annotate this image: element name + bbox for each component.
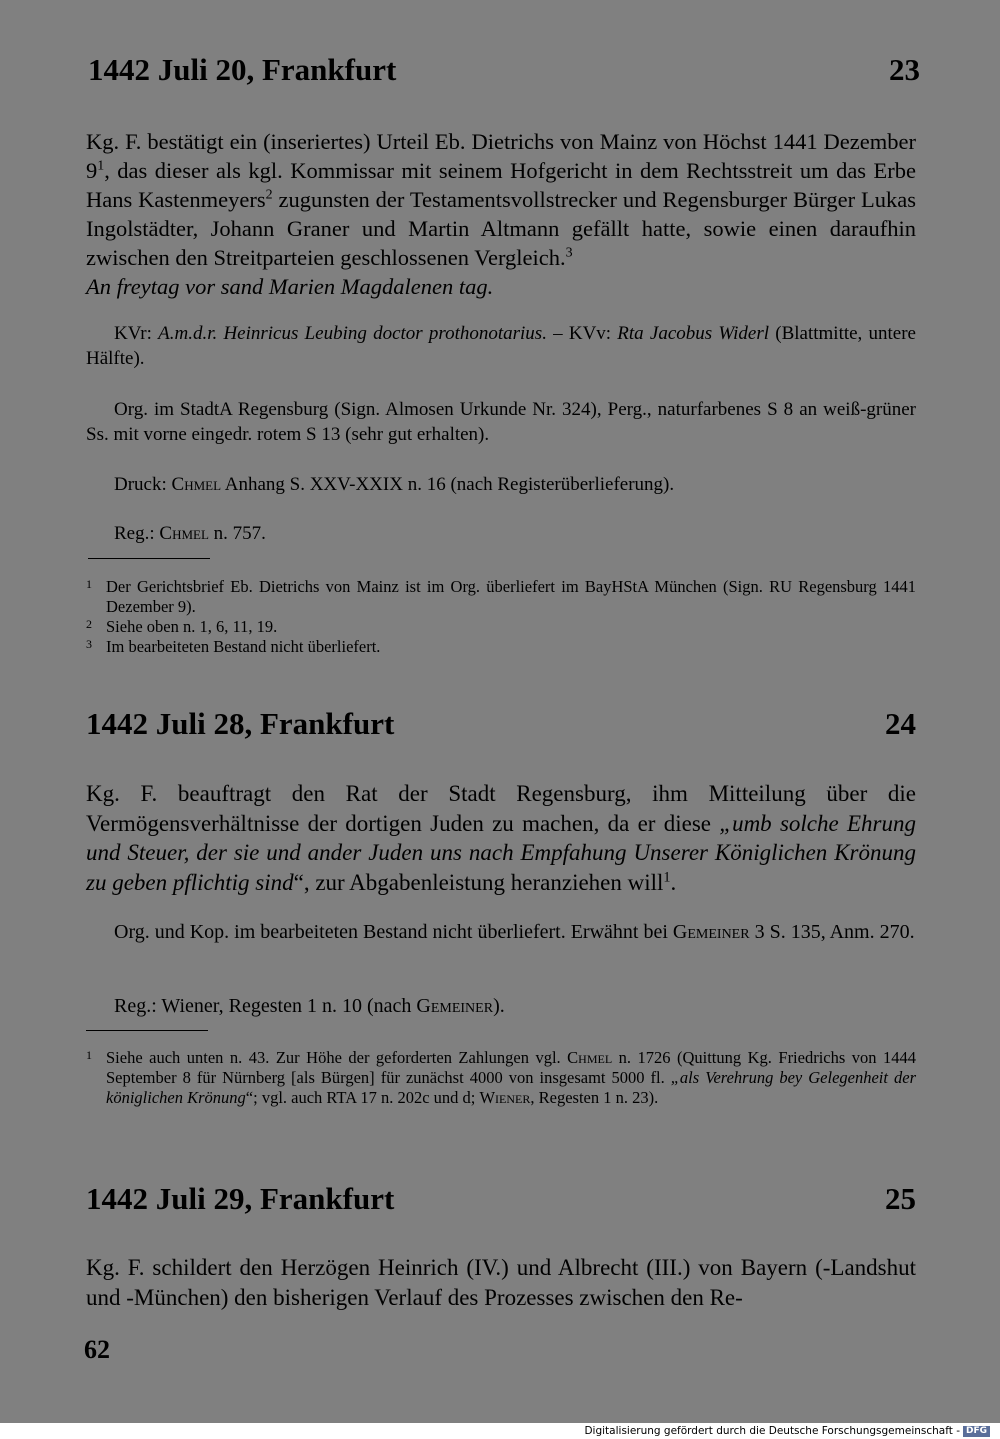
entry-heading-23 bbox=[88, 52, 920, 88]
entry-date-place: 1442 Juli 20, Frankfurt bbox=[88, 52, 397, 87]
entry-heading-24 bbox=[86, 706, 916, 742]
footnote-ref: 2 bbox=[265, 187, 273, 203]
entry-date-place: 1442 Juli 28, Frankfurt bbox=[86, 706, 395, 741]
digitization-credit: Digitalisierung gefördert durch die Deutsche Forschungsgemeinschaft - DFG bbox=[584, 1423, 990, 1439]
regesten-note: Reg.: Chmel n. 757. bbox=[114, 523, 266, 544]
kanzlei-vermerk: KVr: A.m.d.r. Heinricus Leubing doctor prothonotarius. – KVv: Rta Jacobus Widerl (Blattmitte, untere Hälfte). bbox=[86, 323, 916, 369]
footnote: 1 Siehe auch unten n. 43. Zur Höhe der geforderten Zahlungen vgl. Chmel n. 1726 (Quittung Kg. Friedrichs von 1444 September 8 für Nürnberg [als Bürgen] für zunächst 4000 von insgesamt 5000 fl. „als Verehrung bey Gelegenheit der königlichen Krönung“; vgl. auch RTA 17 n. 202c und d; Wiener, Regesten 1 n. 23). bbox=[86, 1048, 916, 1107]
druck-note: Druck: Chmel Anhang S. XXV-XXIX n. 16 (nach Registerüberlieferung). bbox=[114, 474, 675, 495]
entry-regest-24: Kg. F. beauftragt den Rat der Stadt Regensburg, ihm Mitteilung über die Vermögensverhältnisse der dortigen Juden zu machen, da er diese „umb solche Ehrung und Steuer, der sie und ander Juden uns nach Empfahung Unserer Königlichen Krönung zu geben pflichtig sind“, zur Abgabenleistung heranziehen will$^1$. bbox=[86, 781, 916, 895]
date-line: An freytag vor sand Marien Magdalenen tag. bbox=[86, 274, 494, 299]
footnote-ref: 1 bbox=[663, 868, 671, 885]
footnotes-24 bbox=[86, 1048, 916, 1108]
footnote-ref: 1 bbox=[97, 158, 105, 174]
entry-regest-25: Kg. F. schildert den Herzögen Heinrich (IV.) und Albrecht (III.) von Bayern (-Landshut und -München) den bisherigen Verlauf des Prozesses zwischen den Re- bbox=[86, 1255, 916, 1310]
footnote: 2 Siehe oben n. 1, 6, 11, 19. bbox=[86, 617, 278, 636]
footnote: 1 Der Gerichtsbrief Eb. Dietrichs von Mainz ist im Org. überliefert im BayHStA München (Sign. RU Regensburg 1441 Dezember 9). bbox=[86, 577, 916, 616]
entry-number: 24 bbox=[885, 706, 916, 741]
footnote-ref: 3 bbox=[565, 245, 573, 261]
footnote-divider bbox=[86, 1030, 208, 1031]
regesten-note: Reg.: Wiener, Regesten 1 n. 10 (nach Gemeiner). bbox=[114, 995, 505, 1017]
footnotes-23 bbox=[86, 577, 916, 657]
dfg-logo-icon: DFG bbox=[963, 1426, 990, 1437]
entry-number: 25 bbox=[885, 1181, 916, 1216]
entry-date-place: 1442 Juli 29, Frankfurt bbox=[86, 1181, 395, 1216]
page-number: 62 bbox=[84, 1335, 110, 1364]
entry-heading-25 bbox=[86, 1181, 916, 1217]
entry-number: 23 bbox=[889, 52, 920, 87]
original-note: Org. im StadtA Regensburg (Sign. Almosen Urkunde Nr. 324), Perg., naturfarbenes S 8 an weiß-grüner Ss. mit vorne eingedr. rotem S 13 (sehr gut erhalten). bbox=[86, 399, 916, 445]
footnote: 3 Im bearbeiteten Bestand nicht überliefert. bbox=[86, 637, 381, 656]
entry-regest-23: Kg. F. bestätigt ein (inseriertes) Urteil Eb. Dietrichs von Mainz von Höchst 1441 Dezember $9^1$, das dieser als kgl. Kommissar mit seinem Hofgericht in dem Rechtsstreit um das Erbe Hans Kastenmeyers$^2$ zugunsten der Testamentsvollstrecker und Regensburger Bürger Lukas Ingolstädter, Johann Graner und Martin Altmann gefällt hatte, sowie einen daraufhin zwischen den Streitparteien geschlossenen Vergleich.$^3$ An freytag vor sand Marien Magdalenen tag. bbox=[86, 129, 916, 299]
original-note: Org. und Kop. im bearbeiteten Bestand nicht überliefert. Erwähnt bei Gemeiner 3 S. 135, Anm. 270. bbox=[114, 921, 915, 943]
footnote-divider bbox=[88, 558, 210, 559]
